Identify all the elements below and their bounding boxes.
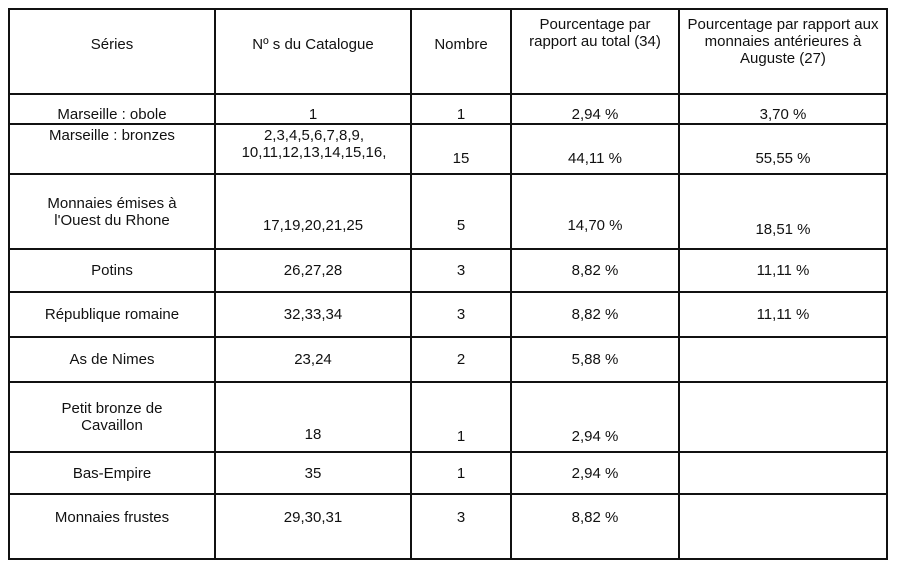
header-catalogue: Nº s du Catalogue — [252, 36, 374, 53]
cell-catalogue: 32,33,34 — [283, 306, 343, 323]
cell-pct-total: 2,94 % — [571, 464, 619, 482]
cell-nombre: 3 — [456, 306, 466, 323]
cell-pct-auguste: 18,51 % — [755, 221, 811, 238]
cell-pct-total: 44,11 % — [568, 150, 622, 167]
cell-pct-total: 8,82 % — [571, 509, 619, 526]
cell-pct-total: 5,88 % — [571, 351, 619, 368]
table-row: Potins — [91, 262, 133, 279]
header-pct-auguste: Pourcentage par rapport aux monnaies antérieures à Auguste (27) — [687, 16, 879, 67]
cell-pct-auguste — [680, 495, 886, 558]
cell-catalogue: 35 — [304, 464, 322, 482]
table-row: Petit bronze de Cavaillon — [61, 400, 163, 434]
cell-catalogue: 18 — [304, 426, 322, 443]
cell-pct-auguste — [680, 383, 886, 451]
header-nombre: Nombre — [434, 36, 488, 53]
cell-pct-auguste — [680, 338, 886, 381]
table-row: Monnaies émises à l'Ouest du Rhone — [47, 194, 177, 229]
table-row: Monnaies frustes — [54, 509, 170, 526]
cell-pct-total: 2,94 % — [571, 428, 619, 445]
cell-catalogue: 1 — [308, 106, 318, 123]
cell-pct-total: 8,82 % — [571, 306, 619, 323]
cell-pct-auguste: 55,55 % — [755, 150, 811, 167]
cell-nombre: 3 — [456, 509, 466, 526]
table-border-right — [886, 8, 888, 560]
cell-pct-total: 2,94 % — [571, 106, 619, 123]
table-row: République romaine — [44, 306, 180, 323]
cell-catalogue: 17,19,20,21,25 — [262, 217, 364, 234]
table-row: Bas-Empire — [72, 464, 152, 482]
cell-nombre: 5 — [456, 217, 466, 234]
cell-pct-total: 14,70 % — [567, 217, 623, 234]
cell-catalogue: 29,30,31 — [283, 509, 343, 526]
table-row: As de Nimes — [69, 351, 155, 368]
cell-catalogue: 26,27,28 — [283, 262, 343, 279]
cell-pct-auguste: 11,11 % — [756, 306, 810, 323]
cell-nombre: 3 — [456, 262, 466, 279]
cell-catalogue: 2,3,4,5,6,7,8,9, 10,11,12,13,14,15,16, — [241, 127, 387, 161]
coin-series-table — [8, 8, 888, 560]
cell-nombre: 1 — [456, 464, 466, 482]
cell-pct-total: 8,82 % — [571, 262, 619, 279]
header-series: Séries — [90, 36, 134, 53]
cell-pct-auguste: 11,11 % — [756, 262, 810, 279]
table-border-top — [8, 8, 888, 10]
cell-pct-auguste — [680, 453, 886, 493]
cell-nombre: 15 — [452, 150, 470, 167]
table-row: Marseille : bronzes — [49, 127, 175, 144]
cell-pct-auguste: 3,70 % — [759, 106, 807, 123]
cell-catalogue: 23,24 — [294, 351, 332, 368]
cell-nombre: 1 — [456, 428, 466, 445]
cell-nombre: 2 — [456, 351, 466, 368]
table-row: Marseille : obole — [57, 106, 167, 123]
cell-nombre: 1 — [456, 106, 466, 123]
header-pct-total: Pourcentage par rapport au total (34) — [529, 16, 661, 50]
table-border-bottom — [8, 558, 888, 560]
